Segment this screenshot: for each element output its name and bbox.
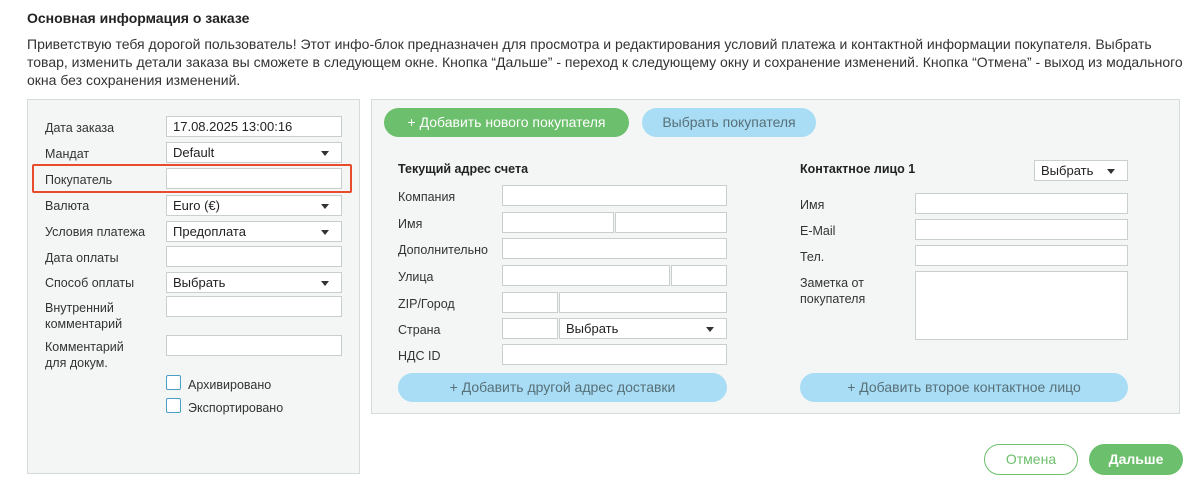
email-input[interactable] bbox=[915, 219, 1128, 240]
payment-terms-value: Предоплата bbox=[173, 224, 246, 239]
additional-label: Дополнительно bbox=[398, 243, 488, 257]
mandate-label: Мандат bbox=[45, 147, 90, 161]
add-new-buyer-button[interactable]: + Добавить нового покупателя bbox=[384, 108, 629, 137]
order-date-label: Дата заказа bbox=[45, 121, 115, 135]
phone-label: Тел. bbox=[800, 250, 825, 264]
select-buyer-button[interactable]: Выбрать покупателя bbox=[642, 108, 816, 137]
order-date-input[interactable]: 17.08.2025 13:00:16 bbox=[166, 116, 342, 137]
add-shipping-address-button[interactable]: + Добавить другой адрес доставки bbox=[398, 373, 727, 402]
last-name-input[interactable] bbox=[615, 212, 727, 233]
chevron-down-icon bbox=[321, 204, 329, 209]
exported-checkbox[interactable] bbox=[166, 398, 181, 413]
company-input[interactable] bbox=[502, 185, 727, 206]
billing-address-title: Текущий адрес счета bbox=[398, 162, 529, 176]
buyer-note-label: Заметка от покупателя bbox=[800, 276, 866, 306]
mandate-select[interactable] bbox=[166, 142, 342, 163]
cancel-button[interactable]: Отмена bbox=[984, 444, 1078, 475]
buyer-note-textarea[interactable] bbox=[915, 271, 1128, 340]
country-select[interactable] bbox=[559, 318, 727, 339]
chevron-down-icon bbox=[1107, 169, 1115, 174]
contact-name-label: Имя bbox=[800, 198, 825, 212]
buyer-label: Покупатель bbox=[45, 173, 113, 187]
country-code-input[interactable] bbox=[502, 318, 558, 339]
contact-person-title: Контактное лицо 1 bbox=[800, 162, 916, 176]
doc-comment-label: Комментарий для докум. bbox=[45, 340, 124, 370]
page-title: Основная информация о заказе bbox=[27, 10, 250, 26]
country-label: Страна bbox=[398, 323, 441, 337]
city-input[interactable] bbox=[559, 292, 727, 313]
chevron-down-icon bbox=[706, 327, 714, 332]
internal-comment-label: Внутренний комментарий bbox=[45, 301, 123, 331]
exported-label: Экспортировано bbox=[188, 401, 284, 415]
intro-text: Приветствую тебя дорогой пользователь! Этот инфо-блок предназначен для просмотра и редактирования условий платежа и контактной информации покупателя. Выбрать товар, изменить детали заказа вы сможете в следующем окне. Кнопка “Дальше” - переход к следующему окну и сохранение изменений. Кнопка “Отмена” - выход из модального окна без сохранения изменений. bbox=[27, 36, 1183, 88]
additional-input[interactable] bbox=[502, 238, 727, 259]
chevron-down-icon bbox=[321, 281, 329, 286]
payment-method-label: Способ оплаты bbox=[45, 276, 135, 290]
email-label: E-Mail bbox=[800, 224, 836, 238]
mandate-value: Default bbox=[173, 145, 215, 160]
contact-name-input[interactable] bbox=[915, 193, 1128, 214]
payment-method-select[interactable] bbox=[166, 272, 342, 293]
archived-label: Архивировано bbox=[188, 378, 272, 392]
street-label: Улица bbox=[398, 270, 434, 284]
add-second-contact-button[interactable]: + Добавить второе контактное лицо bbox=[800, 373, 1128, 402]
chevron-down-icon bbox=[321, 230, 329, 235]
billing-name-label: Имя bbox=[398, 217, 423, 231]
first-name-input[interactable] bbox=[502, 212, 614, 233]
buyer-input[interactable] bbox=[166, 168, 342, 189]
vat-id-input[interactable] bbox=[502, 344, 727, 365]
payment-terms-label: Условия платежа bbox=[45, 225, 146, 239]
doc-comment-input[interactable] bbox=[166, 335, 342, 356]
house-number-input[interactable] bbox=[671, 265, 727, 286]
payment-date-input[interactable] bbox=[166, 246, 342, 267]
currency-label: Валюта bbox=[45, 199, 90, 213]
payment-date-label: Дата оплаты bbox=[45, 251, 119, 265]
contact-select-value: Выбрать bbox=[1041, 163, 1094, 178]
contact-select[interactable] bbox=[1034, 160, 1128, 181]
currency-value: Euro (€) bbox=[173, 198, 220, 213]
country-value: Выбрать bbox=[566, 321, 619, 336]
chevron-down-icon bbox=[321, 151, 329, 156]
phone-input[interactable] bbox=[915, 245, 1128, 266]
archived-checkbox[interactable] bbox=[166, 375, 181, 390]
company-label: Компания bbox=[398, 190, 456, 204]
vat-id-label: НДС ID bbox=[398, 349, 441, 363]
zip-input[interactable] bbox=[502, 292, 558, 313]
street-input[interactable] bbox=[502, 265, 670, 286]
zip-city-label: ZIP/Город bbox=[398, 297, 455, 311]
next-button[interactable]: Дальше bbox=[1089, 444, 1183, 475]
currency-select[interactable] bbox=[166, 195, 342, 216]
payment-terms-select[interactable] bbox=[166, 221, 342, 242]
payment-method-value: Выбрать bbox=[173, 275, 226, 290]
internal-comment-input[interactable] bbox=[166, 296, 342, 317]
